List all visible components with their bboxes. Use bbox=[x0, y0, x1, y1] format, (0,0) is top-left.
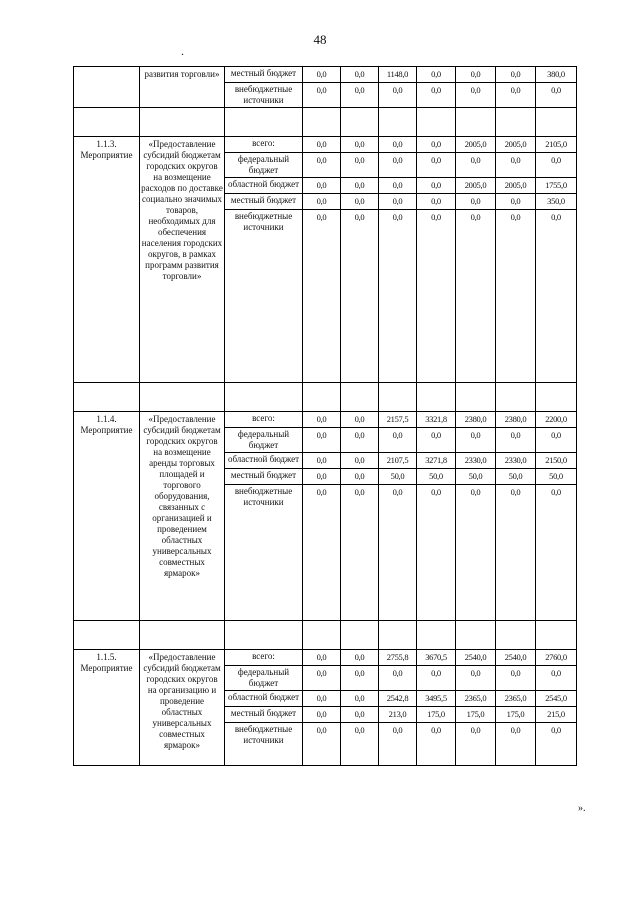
funding-source-cell: местный бюджет bbox=[225, 194, 303, 210]
amount-cell: 0,0 bbox=[303, 723, 341, 766]
closing-quote-mark: ». bbox=[578, 803, 586, 814]
amount-cell: 50,0 bbox=[417, 469, 456, 485]
empty-cell bbox=[303, 621, 341, 650]
amount-cell: 0,0 bbox=[303, 469, 341, 485]
amount-cell: 175,0 bbox=[496, 707, 536, 723]
amount-cell: 0,0 bbox=[496, 67, 536, 83]
empty-cell bbox=[225, 621, 303, 650]
amount-cell: 350,0 bbox=[536, 194, 577, 210]
amount-cell: 0,0 bbox=[379, 153, 417, 178]
amount-cell: 2760,0 bbox=[536, 650, 577, 666]
funding-source-cell: федеральный бюджет bbox=[225, 428, 303, 453]
funding-source-cell: всего: bbox=[225, 412, 303, 428]
amount-cell: 0,0 bbox=[536, 666, 577, 691]
amount-cell: 0,0 bbox=[496, 153, 536, 178]
measure-description-cell: «Предоставление субсидий бюджетам городских округов на возмещение расходов по доставке социально значимых товаров, необходимых для обеспечения населения городских округов, в рамках программ развития торговли» bbox=[140, 137, 225, 383]
empty-cell bbox=[303, 383, 341, 412]
empty-cell bbox=[341, 621, 379, 650]
measure-code-cell: 1.1.3. Мероприятие bbox=[74, 137, 140, 383]
empty-cell bbox=[140, 108, 225, 137]
amount-cell: 0,0 bbox=[456, 428, 496, 453]
amount-cell: 0,0 bbox=[341, 469, 379, 485]
amount-cell: 3670,5 bbox=[417, 650, 456, 666]
amount-cell: 0,0 bbox=[379, 666, 417, 691]
amount-cell: 0,0 bbox=[417, 83, 456, 108]
empty-cell bbox=[417, 621, 456, 650]
amount-cell: 0,0 bbox=[379, 137, 417, 153]
empty-cell bbox=[303, 108, 341, 137]
funding-source-cell: областной бюджет bbox=[225, 691, 303, 707]
amount-cell: 2005,0 bbox=[496, 137, 536, 153]
amount-cell: 0,0 bbox=[456, 210, 496, 383]
amount-cell: 0,0 bbox=[496, 83, 536, 108]
empty-cell bbox=[379, 621, 417, 650]
amount-cell: 0,0 bbox=[536, 485, 577, 621]
amount-cell: 0,0 bbox=[417, 137, 456, 153]
empty-cell bbox=[74, 621, 140, 650]
table-row bbox=[74, 137, 577, 153]
amount-cell: 0,0 bbox=[303, 650, 341, 666]
empty-cell bbox=[496, 108, 536, 137]
amount-cell: 213,0 bbox=[379, 707, 417, 723]
empty-cell bbox=[456, 108, 496, 137]
amount-cell: 0,0 bbox=[496, 666, 536, 691]
amount-cell: 2540,0 bbox=[456, 650, 496, 666]
amount-cell: 0,0 bbox=[417, 194, 456, 210]
amount-cell: 0,0 bbox=[303, 707, 341, 723]
amount-cell: 0,0 bbox=[341, 650, 379, 666]
amount-cell: 0,0 bbox=[341, 194, 379, 210]
amount-cell: 1755,0 bbox=[536, 178, 577, 194]
amount-cell: 215,0 bbox=[536, 707, 577, 723]
amount-cell: 1148,0 bbox=[379, 67, 417, 83]
amount-cell: 2330,0 bbox=[496, 453, 536, 469]
amount-cell: 0,0 bbox=[417, 723, 456, 766]
amount-cell: 50,0 bbox=[536, 469, 577, 485]
amount-cell: 0,0 bbox=[379, 485, 417, 621]
empty-cell bbox=[456, 621, 496, 650]
empty-cell bbox=[74, 383, 140, 412]
amount-cell: 2365,0 bbox=[496, 691, 536, 707]
amount-cell: 0,0 bbox=[303, 666, 341, 691]
amount-cell: 2380,0 bbox=[496, 412, 536, 428]
section-gap-row bbox=[74, 383, 577, 412]
funding-source-cell: внебюджетные источники bbox=[225, 83, 303, 108]
empty-cell bbox=[379, 383, 417, 412]
empty-cell bbox=[341, 108, 379, 137]
amount-cell: 0,0 bbox=[536, 153, 577, 178]
measure-description-cell: развития торговли» bbox=[140, 67, 225, 108]
amount-cell: 0,0 bbox=[341, 666, 379, 691]
funding-source-cell: внебюджетные источники bbox=[225, 210, 303, 383]
section-gap-row bbox=[74, 108, 577, 137]
empty-cell bbox=[536, 108, 577, 137]
amount-cell: 2157,5 bbox=[379, 412, 417, 428]
amount-cell: 0,0 bbox=[303, 485, 341, 621]
measure-description-cell: «Предоставление субсидий бюджетам городских округов на возмещение аренды торговых площадей и торгового оборудования, связанных с организацией и проведением областных универсальных совместных ярмарок» bbox=[140, 412, 225, 621]
amount-cell: 2005,0 bbox=[456, 178, 496, 194]
amount-cell: 0,0 bbox=[536, 83, 577, 108]
amount-cell: 0,0 bbox=[303, 83, 341, 108]
amount-cell: 0,0 bbox=[536, 723, 577, 766]
amount-cell: 0,0 bbox=[456, 194, 496, 210]
empty-cell bbox=[225, 108, 303, 137]
amount-cell: 2200,0 bbox=[536, 412, 577, 428]
amount-cell: 175,0 bbox=[417, 707, 456, 723]
section-gap-row bbox=[74, 621, 577, 650]
page-number: 48 bbox=[313, 32, 327, 47]
amount-cell: 0,0 bbox=[341, 691, 379, 707]
amount-cell: 0,0 bbox=[496, 210, 536, 383]
funding-source-cell: внебюджетные источники bbox=[225, 485, 303, 621]
amount-cell: 0,0 bbox=[379, 83, 417, 108]
amount-cell: 0,0 bbox=[303, 178, 341, 194]
amount-cell: 0,0 bbox=[303, 453, 341, 469]
amount-cell: 0,0 bbox=[496, 723, 536, 766]
amount-cell: 0,0 bbox=[341, 412, 379, 428]
budget-table bbox=[73, 66, 577, 766]
funding-source-cell: местный бюджет bbox=[225, 67, 303, 83]
empty-cell bbox=[536, 383, 577, 412]
amount-cell: 0,0 bbox=[341, 83, 379, 108]
amount-cell: 0,0 bbox=[417, 666, 456, 691]
amount-cell: 0,0 bbox=[496, 194, 536, 210]
amount-cell: 0,0 bbox=[341, 485, 379, 621]
measure-code-cell bbox=[74, 67, 140, 108]
amount-cell: 2380,0 bbox=[456, 412, 496, 428]
amount-cell: 2150,0 bbox=[536, 453, 577, 469]
funding-source-cell: всего: bbox=[225, 137, 303, 153]
amount-cell: 0,0 bbox=[341, 707, 379, 723]
amount-cell: 2005,0 bbox=[456, 137, 496, 153]
amount-cell: 50,0 bbox=[379, 469, 417, 485]
amount-cell: 0,0 bbox=[303, 428, 341, 453]
amount-cell: 0,0 bbox=[303, 137, 341, 153]
amount-cell: 0,0 bbox=[456, 485, 496, 621]
empty-cell bbox=[74, 108, 140, 137]
empty-cell bbox=[225, 383, 303, 412]
amount-cell: 0,0 bbox=[341, 723, 379, 766]
amount-cell: 0,0 bbox=[303, 194, 341, 210]
amount-cell: 50,0 bbox=[496, 469, 536, 485]
funding-source-cell: внебюджетные источники bbox=[225, 723, 303, 766]
empty-cell bbox=[496, 383, 536, 412]
empty-cell bbox=[456, 383, 496, 412]
amount-cell: 2542,8 bbox=[379, 691, 417, 707]
measure-code-cell: 1.1.5. Мероприятие bbox=[74, 650, 140, 766]
empty-cell bbox=[417, 108, 456, 137]
amount-cell: 2330,0 bbox=[456, 453, 496, 469]
amount-cell: 2540,0 bbox=[496, 650, 536, 666]
stray-mark: . bbox=[181, 44, 184, 58]
empty-cell bbox=[140, 621, 225, 650]
funding-source-cell: местный бюджет bbox=[225, 469, 303, 485]
amount-cell: 0,0 bbox=[379, 194, 417, 210]
funding-source-cell: федеральный бюджет bbox=[225, 153, 303, 178]
amount-cell: 0,0 bbox=[379, 178, 417, 194]
funding-source-cell: областной бюджет bbox=[225, 453, 303, 469]
funding-source-cell: местный бюджет bbox=[225, 707, 303, 723]
amount-cell: 0,0 bbox=[341, 67, 379, 83]
amount-cell: 0,0 bbox=[456, 666, 496, 691]
amount-cell: 2105,0 bbox=[536, 137, 577, 153]
funding-source-cell: всего: bbox=[225, 650, 303, 666]
amount-cell: 0,0 bbox=[341, 153, 379, 178]
amount-cell: 2107,5 bbox=[379, 453, 417, 469]
measure-description-cell: «Предоставление субсидий бюджетам городских округов на организацию и проведение областных универсальных совместных ярмарок» bbox=[140, 650, 225, 766]
amount-cell: 0,0 bbox=[303, 67, 341, 83]
amount-cell: 0,0 bbox=[303, 412, 341, 428]
table-body bbox=[74, 67, 577, 766]
empty-cell bbox=[417, 383, 456, 412]
amount-cell: 2005,0 bbox=[496, 178, 536, 194]
table-row bbox=[74, 67, 577, 83]
amount-cell: 0,0 bbox=[341, 428, 379, 453]
empty-cell bbox=[341, 383, 379, 412]
amount-cell: 0,0 bbox=[379, 210, 417, 383]
amount-cell: 175,0 bbox=[456, 707, 496, 723]
amount-cell: 2365,0 bbox=[456, 691, 496, 707]
amount-cell: 0,0 bbox=[456, 83, 496, 108]
amount-cell: 0,0 bbox=[341, 453, 379, 469]
amount-cell: 2755,8 bbox=[379, 650, 417, 666]
amount-cell: 0,0 bbox=[417, 210, 456, 383]
amount-cell: 0,0 bbox=[417, 178, 456, 194]
amount-cell: 0,0 bbox=[341, 178, 379, 194]
amount-cell: 2545,0 bbox=[536, 691, 577, 707]
table-row bbox=[74, 650, 577, 666]
empty-cell bbox=[379, 108, 417, 137]
amount-cell: 3495,5 bbox=[417, 691, 456, 707]
empty-cell bbox=[496, 621, 536, 650]
amount-cell: 0,0 bbox=[496, 428, 536, 453]
amount-cell: 380,0 bbox=[536, 67, 577, 83]
amount-cell: 0,0 bbox=[536, 210, 577, 383]
amount-cell: 3321,8 bbox=[417, 412, 456, 428]
amount-cell: 0,0 bbox=[379, 723, 417, 766]
measure-code-cell: 1.1.4. Мероприятие bbox=[74, 412, 140, 621]
amount-cell: 0,0 bbox=[417, 67, 456, 83]
table-row bbox=[74, 412, 577, 428]
funding-source-cell: федеральный бюджет bbox=[225, 666, 303, 691]
amount-cell: 0,0 bbox=[341, 210, 379, 383]
amount-cell: 0,0 bbox=[303, 153, 341, 178]
amount-cell: 0,0 bbox=[456, 723, 496, 766]
amount-cell: 0,0 bbox=[536, 428, 577, 453]
amount-cell: 0,0 bbox=[496, 485, 536, 621]
amount-cell: 0,0 bbox=[303, 210, 341, 383]
amount-cell: 3271,8 bbox=[417, 453, 456, 469]
amount-cell: 0,0 bbox=[456, 67, 496, 83]
empty-cell bbox=[536, 621, 577, 650]
amount-cell: 0,0 bbox=[379, 428, 417, 453]
empty-cell bbox=[140, 383, 225, 412]
amount-cell: 0,0 bbox=[303, 691, 341, 707]
amount-cell: 0,0 bbox=[341, 137, 379, 153]
amount-cell: 0,0 bbox=[456, 153, 496, 178]
amount-cell: 0,0 bbox=[417, 485, 456, 621]
funding-source-cell: областной бюджет bbox=[225, 178, 303, 194]
amount-cell: 50,0 bbox=[456, 469, 496, 485]
amount-cell: 0,0 bbox=[417, 428, 456, 453]
amount-cell: 0,0 bbox=[417, 153, 456, 178]
